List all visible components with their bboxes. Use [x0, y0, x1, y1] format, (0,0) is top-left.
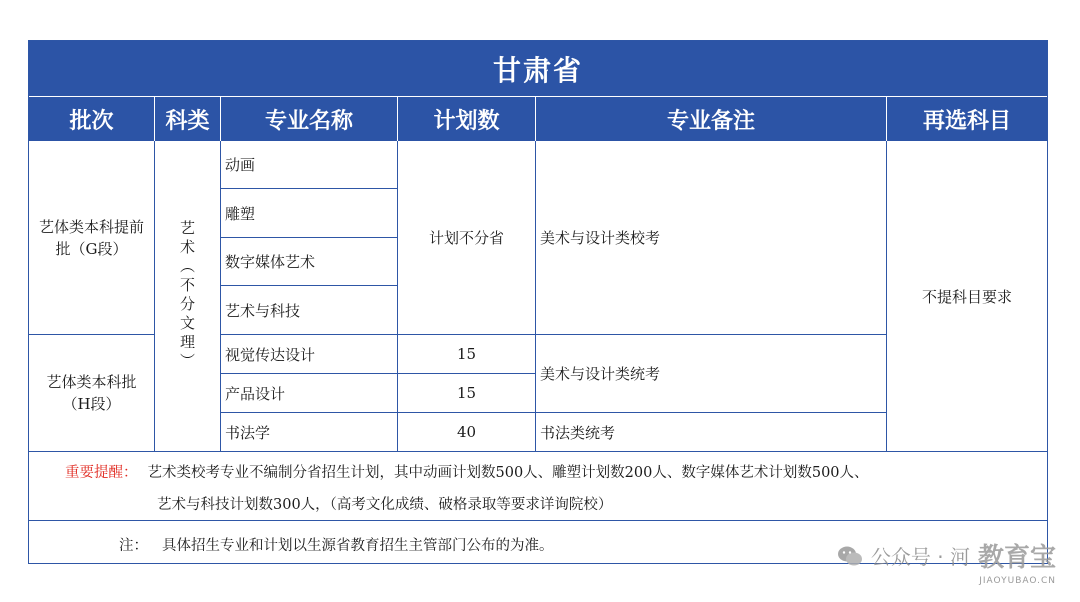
major-name: 雕塑 [221, 189, 398, 238]
plan-count: 15 [398, 335, 536, 374]
subject-requirement: 不提科目要求 [887, 141, 1047, 452]
batch-h: 艺体类本科批（H段） [29, 335, 155, 452]
header-remark: 专业备注 [536, 97, 887, 141]
admission-table [28, 40, 1048, 564]
major-name: 数字媒体艺术 [221, 238, 398, 286]
major-name: 视觉传达设计 [221, 335, 398, 374]
watermark-sub: JIAOYUBAO.CN [979, 576, 1056, 586]
notes-divider [29, 520, 1047, 521]
remark-cell: 美术与设计类统考 [536, 335, 887, 413]
footnote [119, 534, 554, 555]
watermark-text: 公众号 · 河 [870, 545, 970, 569]
category-cell [155, 141, 221, 452]
header-batch: 批次 [29, 97, 155, 141]
table-title: 甘肃省 [29, 41, 1047, 97]
watermark-brand: 教育宝 [977, 543, 1056, 573]
category-text: 艺术（不分文理） [178, 220, 196, 372]
footnote-label: 注： [119, 538, 148, 554]
reminder-text-1: 艺术类校考专业不编制分省招生计划，其中动画计划数500人、雕塑计划数200人、数字媒体艺术计划数500人、 [147, 465, 869, 481]
header-category: 科类 [155, 97, 221, 141]
wechat-icon [837, 545, 863, 567]
remark-cell: 美术与设计类校考 [536, 141, 887, 335]
watermark [837, 537, 1056, 574]
reminder-label: 重要提醒： [65, 465, 138, 481]
remark-cell: 书法类统考 [536, 413, 887, 452]
major-name: 动画 [221, 141, 398, 189]
reminder-line-2: 艺术与科技计划数300人，（高考文化成绩、破格录取等要求详询院校） [157, 497, 613, 513]
header-plan: 计划数 [398, 97, 536, 141]
footnote-text: 具体招生专业和计划以生源省教育招生主管部门公布的为准。 [162, 538, 554, 554]
plan-count: 40 [398, 413, 536, 452]
plan-merged: 计划不分省 [398, 141, 536, 335]
reminder-line-1 [65, 461, 869, 482]
plan-count: 15 [398, 374, 536, 413]
major-name: 艺术与科技 [221, 286, 398, 335]
major-name: 书法学 [221, 413, 398, 452]
major-name: 产品设计 [221, 374, 398, 413]
batch-g: 艺体类本科提前批（G段） [29, 141, 155, 335]
header-subject: 再选科目 [887, 97, 1047, 141]
header-major-name: 专业名称 [221, 97, 398, 141]
